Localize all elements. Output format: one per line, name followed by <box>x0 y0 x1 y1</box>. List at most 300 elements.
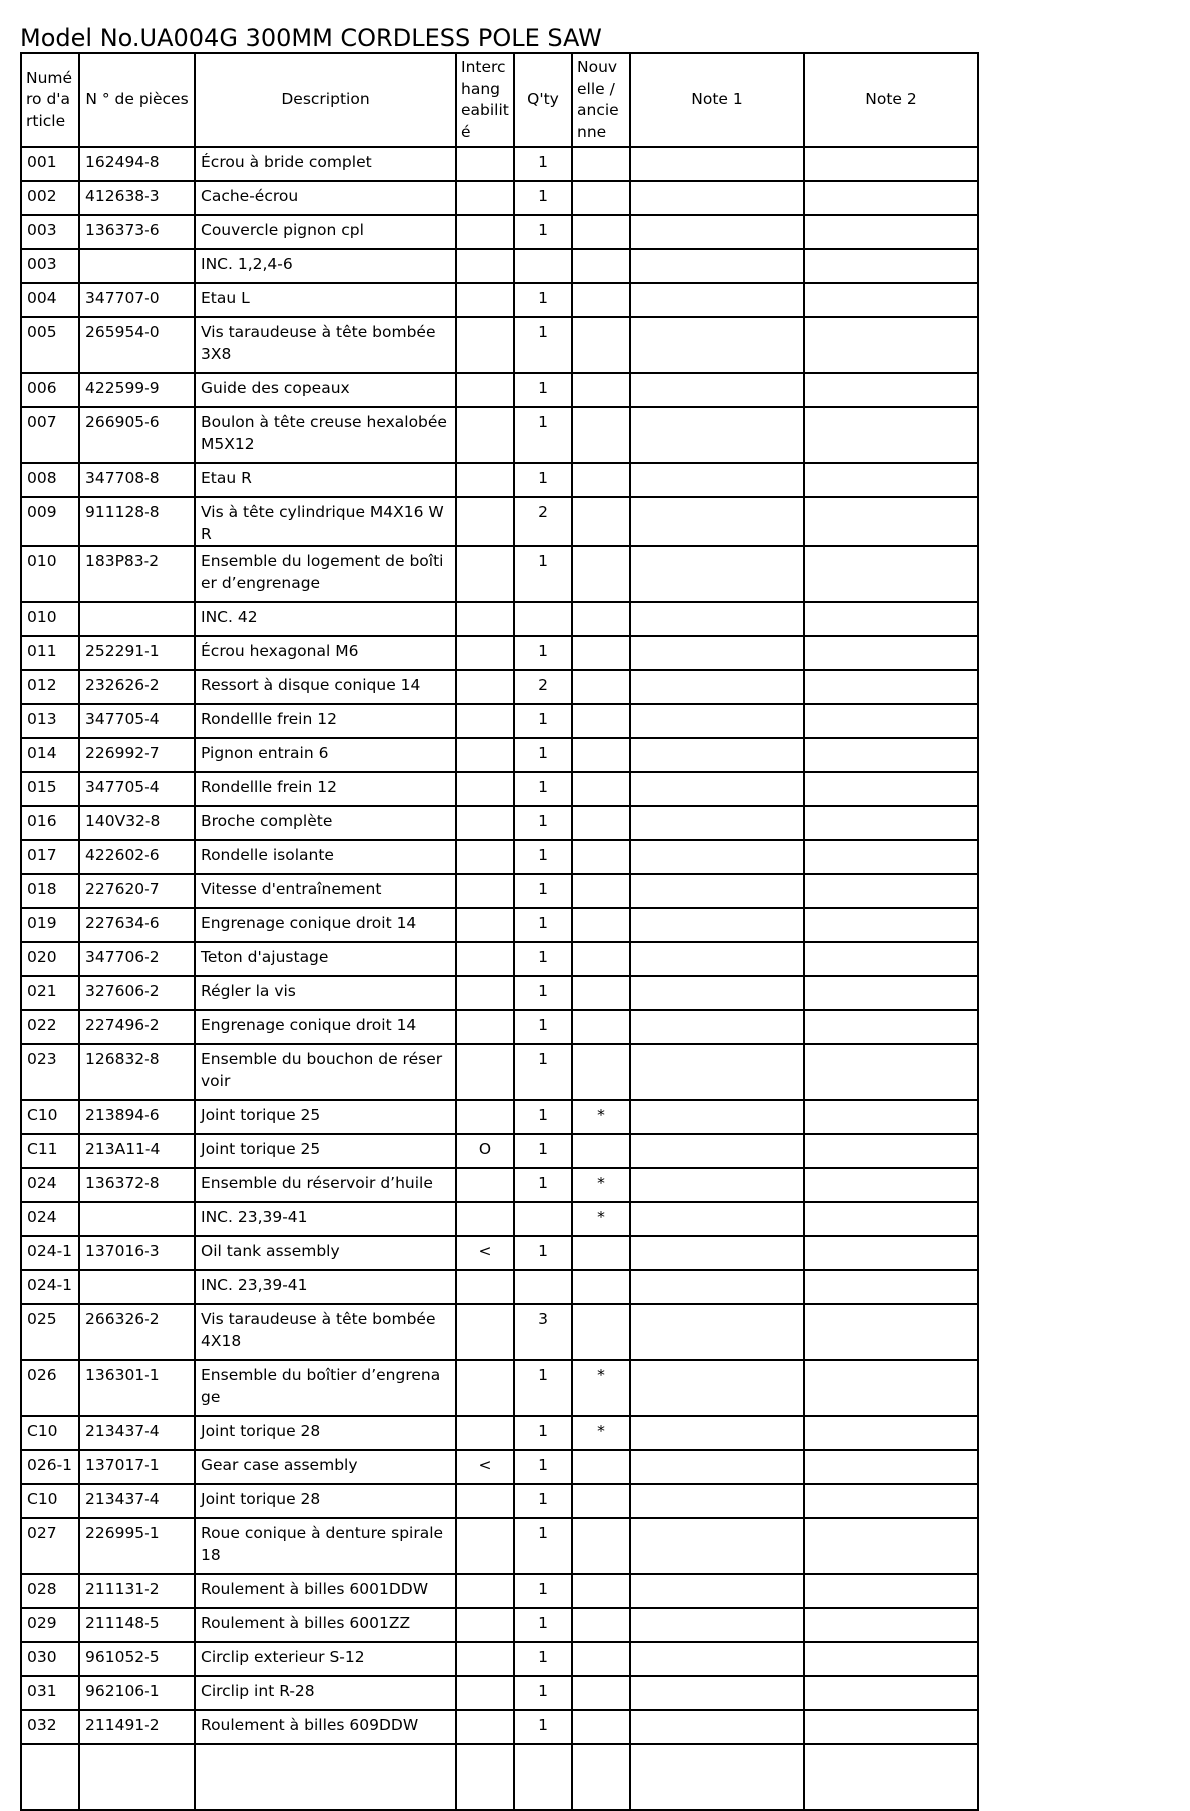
cell-part-number: 266905-6 <box>79 407 195 463</box>
cell-description: Guide des copeaux <box>195 373 456 407</box>
cell-interchangeability <box>456 407 514 463</box>
cell-quantity: 1 <box>514 1608 572 1642</box>
cell-new-old: * <box>572 1416 630 1450</box>
table-row <box>21 1100 978 1134</box>
cell-item-number: 025 <box>21 1304 79 1360</box>
cell-interchangeability <box>456 874 514 908</box>
cell-quantity: 1 <box>514 1574 572 1608</box>
cell-quantity: 1 <box>514 373 572 407</box>
cell-quantity: 1 <box>514 772 572 806</box>
cell-item-number: 014 <box>21 738 79 772</box>
cell-part-number: 422602-6 <box>79 840 195 874</box>
cell-part-number: 265954-0 <box>79 317 195 373</box>
table-row <box>21 670 978 704</box>
cell-item-number: 023 <box>21 1044 79 1100</box>
cell-note-1 <box>630 1574 804 1608</box>
table-row <box>21 806 978 840</box>
table-row <box>21 1574 978 1608</box>
cell-interchangeability <box>456 976 514 1010</box>
cell-note-1 <box>630 1304 804 1360</box>
cell-part-number: 962106-1 <box>79 1676 195 1710</box>
cell-new-old <box>572 147 630 181</box>
cell-part-number <box>79 1202 195 1236</box>
cell-new-old <box>572 1450 630 1484</box>
cell-description: Roue conique à denture spirale 18 <box>195 1518 456 1574</box>
cell-quantity <box>514 1202 572 1236</box>
cell-item-number: 009 <box>21 497 79 546</box>
cell-note-2 <box>804 407 978 463</box>
cell-part-number: 266326-2 <box>79 1304 195 1360</box>
cell-part-number: 226995-1 <box>79 1518 195 1574</box>
cell-part-number: 211131-2 <box>79 1574 195 1608</box>
cell-description: Pignon entrain 6 <box>195 738 456 772</box>
cell-new-old <box>572 1010 630 1044</box>
cell-description: Rondellle frein 12 <box>195 704 456 738</box>
cell-part-number: 227634-6 <box>79 908 195 942</box>
cell-part-number: 347708-8 <box>79 463 195 497</box>
cell-interchangeability <box>456 636 514 670</box>
cell-part-number: 183P83-2 <box>79 546 195 602</box>
cell-interchangeability <box>456 942 514 976</box>
cell-note-1 <box>630 602 804 636</box>
cell-item-number: 026 <box>21 1360 79 1416</box>
cell-item-number: 006 <box>21 373 79 407</box>
cell-new-old <box>572 772 630 806</box>
cell-new-old: * <box>572 1202 630 1236</box>
cell-part-number: 226992-7 <box>79 738 195 772</box>
cell-note-2 <box>804 806 978 840</box>
cell-item-number: 004 <box>21 283 79 317</box>
cell-note-2 <box>804 181 978 215</box>
cell-quantity: 1 <box>514 1134 572 1168</box>
cell-item-number: 001 <box>21 147 79 181</box>
cell-part-number: 137016-3 <box>79 1236 195 1270</box>
cell-part-number: 227620-7 <box>79 874 195 908</box>
cell-quantity: 1 <box>514 407 572 463</box>
cell-part-number: 227496-2 <box>79 1010 195 1044</box>
cell-new-old <box>572 215 630 249</box>
cell-note-2 <box>804 1642 978 1676</box>
cell-interchangeability <box>456 1168 514 1202</box>
cell-description: Etau R <box>195 463 456 497</box>
table-row <box>21 1202 978 1236</box>
column-header-interchangeability: Interchangeabilité <box>456 53 514 147</box>
cell-interchangeability <box>456 602 514 636</box>
cell-part-number: 211148-5 <box>79 1608 195 1642</box>
cell-new-old <box>572 738 630 772</box>
table-row-empty <box>21 1744 978 1810</box>
cell-item-number: 021 <box>21 976 79 1010</box>
cell-interchangeability <box>456 1416 514 1450</box>
cell-description: Vitesse d'entraînement <box>195 874 456 908</box>
cell-quantity: 1 <box>514 215 572 249</box>
cell-interchangeability <box>456 373 514 407</box>
table-row <box>21 1270 978 1304</box>
cell-note-2 <box>804 463 978 497</box>
cell-new-old <box>572 1574 630 1608</box>
cell-note-1 <box>630 704 804 738</box>
empty-cell <box>79 1744 195 1810</box>
table-row <box>21 636 978 670</box>
cell-quantity: 1 <box>514 738 572 772</box>
cell-note-1 <box>630 1100 804 1134</box>
cell-new-old <box>572 874 630 908</box>
cell-note-2 <box>804 738 978 772</box>
cell-quantity: 1 <box>514 1236 572 1270</box>
cell-quantity: 1 <box>514 1676 572 1710</box>
cell-quantity: 1 <box>514 463 572 497</box>
cell-new-old <box>572 1304 630 1360</box>
cell-interchangeability <box>456 1574 514 1608</box>
cell-description: Vis à tête cylindrique M4X16 WR <box>195 497 456 546</box>
cell-item-number: 024-1 <box>21 1236 79 1270</box>
parts-table-container <box>20 52 977 1734</box>
cell-interchangeability <box>456 215 514 249</box>
empty-cell <box>804 1744 978 1810</box>
column-header-part-number: N ° de pièces <box>79 53 195 147</box>
cell-quantity: 3 <box>514 1304 572 1360</box>
table-row <box>21 1236 978 1270</box>
cell-interchangeability <box>456 1304 514 1360</box>
cell-part-number: 961052-5 <box>79 1642 195 1676</box>
cell-item-number: C10 <box>21 1416 79 1450</box>
cell-item-number: 031 <box>21 1676 79 1710</box>
cell-interchangeability: O <box>456 1134 514 1168</box>
cell-note-1 <box>630 1010 804 1044</box>
cell-item-number: 010 <box>21 546 79 602</box>
cell-note-2 <box>804 497 978 546</box>
cell-note-1 <box>630 942 804 976</box>
cell-quantity: 1 <box>514 976 572 1010</box>
cell-part-number: 140V32-8 <box>79 806 195 840</box>
cell-interchangeability <box>456 738 514 772</box>
cell-note-2 <box>804 373 978 407</box>
cell-part-number: 347707-0 <box>79 283 195 317</box>
table-row <box>21 249 978 283</box>
cell-quantity: 1 <box>514 636 572 670</box>
cell-note-2 <box>804 249 978 283</box>
cell-note-2 <box>804 1416 978 1450</box>
cell-quantity: 1 <box>514 1010 572 1044</box>
cell-item-number: 027 <box>21 1518 79 1574</box>
cell-note-2 <box>804 1202 978 1236</box>
cell-quantity: 1 <box>514 1642 572 1676</box>
cell-description: Circlip exterieur S-12 <box>195 1642 456 1676</box>
table-row <box>21 602 978 636</box>
cell-item-number: 003 <box>21 249 79 283</box>
cell-note-1 <box>630 1484 804 1518</box>
cell-note-2 <box>804 874 978 908</box>
cell-interchangeability: < <box>456 1450 514 1484</box>
cell-part-number: 136372-8 <box>79 1168 195 1202</box>
table-row <box>21 1010 978 1044</box>
cell-new-old <box>572 1710 630 1744</box>
cell-part-number <box>79 602 195 636</box>
cell-quantity: 1 <box>514 840 572 874</box>
cell-new-old <box>572 908 630 942</box>
table-row <box>21 407 978 463</box>
empty-cell <box>630 1744 804 1810</box>
cell-note-1 <box>630 636 804 670</box>
table-row <box>21 704 978 738</box>
cell-quantity: 1 <box>514 942 572 976</box>
cell-description: INC. 1,2,4-6 <box>195 249 456 283</box>
cell-item-number: 010 <box>21 602 79 636</box>
cell-note-2 <box>804 1100 978 1134</box>
cell-item-number: 003 <box>21 215 79 249</box>
cell-part-number: 162494-8 <box>79 147 195 181</box>
cell-description: Joint torique 25 <box>195 1134 456 1168</box>
cell-note-1 <box>630 147 804 181</box>
cell-part-number: 252291-1 <box>79 636 195 670</box>
cell-new-old: * <box>572 1360 630 1416</box>
cell-part-number: 412638-3 <box>79 181 195 215</box>
cell-interchangeability <box>456 1710 514 1744</box>
parts-table <box>20 52 979 1811</box>
cell-note-2 <box>804 317 978 373</box>
cell-new-old <box>572 704 630 738</box>
empty-cell <box>21 1744 79 1810</box>
cell-new-old <box>572 181 630 215</box>
cell-part-number: 213437-4 <box>79 1416 195 1450</box>
table-row <box>21 463 978 497</box>
cell-quantity: 1 <box>514 1450 572 1484</box>
cell-note-1 <box>630 738 804 772</box>
cell-part-number: 327606-2 <box>79 976 195 1010</box>
cell-note-1 <box>630 181 804 215</box>
cell-part-number: 126832-8 <box>79 1044 195 1100</box>
cell-description: Cache-écrou <box>195 181 456 215</box>
cell-description: Roulement à billes 609DDW <box>195 1710 456 1744</box>
cell-item-number: 015 <box>21 772 79 806</box>
cell-quantity: 1 <box>514 546 572 602</box>
cell-new-old <box>572 317 630 373</box>
cell-new-old <box>572 1236 630 1270</box>
cell-description: Joint torique 25 <box>195 1100 456 1134</box>
cell-quantity: 1 <box>514 874 572 908</box>
cell-interchangeability <box>456 1484 514 1518</box>
cell-note-2 <box>804 704 978 738</box>
cell-item-number: 020 <box>21 942 79 976</box>
table-row <box>21 283 978 317</box>
cell-description: Ensemble du boîtier d’engrenage <box>195 1360 456 1416</box>
cell-description: Ensemble du bouchon de réservoir <box>195 1044 456 1100</box>
cell-new-old: * <box>572 1168 630 1202</box>
empty-cell <box>456 1744 514 1810</box>
table-row <box>21 497 978 546</box>
cell-note-1 <box>630 1450 804 1484</box>
table-row <box>21 147 978 181</box>
cell-item-number: 028 <box>21 1574 79 1608</box>
cell-interchangeability <box>456 704 514 738</box>
table-row <box>21 772 978 806</box>
cell-note-1 <box>630 283 804 317</box>
cell-description: Rondelle isolante <box>195 840 456 874</box>
cell-item-number: C11 <box>21 1134 79 1168</box>
cell-item-number: 008 <box>21 463 79 497</box>
cell-item-number: C10 <box>21 1484 79 1518</box>
cell-new-old <box>572 1608 630 1642</box>
table-row <box>21 874 978 908</box>
cell-note-2 <box>804 1270 978 1304</box>
empty-cell <box>195 1744 456 1810</box>
cell-item-number: 013 <box>21 704 79 738</box>
cell-item-number: 018 <box>21 874 79 908</box>
cell-part-number: 211491-2 <box>79 1710 195 1744</box>
cell-item-number: 024-1 <box>21 1270 79 1304</box>
cell-item-number: 019 <box>21 908 79 942</box>
cell-description: Régler la vis <box>195 976 456 1010</box>
cell-note-2 <box>804 1010 978 1044</box>
table-row <box>21 1710 978 1744</box>
cell-note-2 <box>804 1484 978 1518</box>
cell-description: Couvercle pignon cpl <box>195 215 456 249</box>
cell-new-old <box>572 407 630 463</box>
cell-note-2 <box>804 772 978 806</box>
cell-item-number: 032 <box>21 1710 79 1744</box>
cell-note-1 <box>630 1202 804 1236</box>
table-row <box>21 181 978 215</box>
cell-description: Broche complète <box>195 806 456 840</box>
cell-description: Rondellle frein 12 <box>195 772 456 806</box>
cell-note-1 <box>630 1236 804 1270</box>
cell-note-2 <box>804 546 978 602</box>
cell-quantity: 1 <box>514 908 572 942</box>
cell-interchangeability <box>456 1518 514 1574</box>
cell-note-2 <box>804 215 978 249</box>
cell-note-2 <box>804 1168 978 1202</box>
table-row <box>21 1518 978 1574</box>
cell-new-old <box>572 249 630 283</box>
cell-note-1 <box>630 215 804 249</box>
table-row <box>21 1642 978 1676</box>
cell-note-1 <box>630 546 804 602</box>
table-row <box>21 1168 978 1202</box>
cell-interchangeability <box>456 1010 514 1044</box>
cell-interchangeability <box>456 1202 514 1236</box>
cell-item-number: 030 <box>21 1642 79 1676</box>
cell-note-2 <box>804 1236 978 1270</box>
table-row <box>21 1676 978 1710</box>
cell-description: Engrenage conique droit 14 <box>195 1010 456 1044</box>
cell-note-2 <box>804 1676 978 1710</box>
cell-note-2 <box>804 670 978 704</box>
cell-interchangeability <box>456 1642 514 1676</box>
cell-note-2 <box>804 1518 978 1574</box>
column-header-item-number: Numéro d'article <box>21 53 79 147</box>
cell-note-2 <box>804 1450 978 1484</box>
cell-description: Oil tank assembly <box>195 1236 456 1270</box>
cell-new-old <box>572 602 630 636</box>
cell-note-1 <box>630 840 804 874</box>
cell-interchangeability <box>456 463 514 497</box>
cell-item-number: 002 <box>21 181 79 215</box>
cell-interchangeability <box>456 1100 514 1134</box>
page-title: Model No.UA004G 300MM CORDLESS POLE SAW <box>20 24 602 52</box>
cell-note-1 <box>630 1608 804 1642</box>
cell-quantity: 1 <box>514 1484 572 1518</box>
table-row <box>21 1608 978 1642</box>
cell-item-number: 017 <box>21 840 79 874</box>
cell-note-2 <box>804 1360 978 1416</box>
cell-quantity: 1 <box>514 181 572 215</box>
cell-quantity: 1 <box>514 283 572 317</box>
cell-item-number: 007 <box>21 407 79 463</box>
cell-interchangeability <box>456 497 514 546</box>
cell-item-number: 005 <box>21 317 79 373</box>
cell-new-old <box>572 283 630 317</box>
cell-interchangeability <box>456 317 514 373</box>
cell-part-number: 347706-2 <box>79 942 195 976</box>
cell-part-number: 213437-4 <box>79 1484 195 1518</box>
cell-note-2 <box>804 1304 978 1360</box>
table-row <box>21 317 978 373</box>
empty-cell <box>572 1744 630 1810</box>
cell-new-old: * <box>572 1100 630 1134</box>
cell-note-2 <box>804 602 978 636</box>
cell-note-1 <box>630 1518 804 1574</box>
cell-quantity: 1 <box>514 1710 572 1744</box>
cell-part-number: 213894-6 <box>79 1100 195 1134</box>
cell-note-1 <box>630 1642 804 1676</box>
cell-item-number: 016 <box>21 806 79 840</box>
cell-new-old <box>572 806 630 840</box>
cell-note-2 <box>804 1574 978 1608</box>
cell-new-old <box>572 497 630 546</box>
cell-note-2 <box>804 1710 978 1744</box>
cell-note-1 <box>630 317 804 373</box>
cell-interchangeability <box>456 1270 514 1304</box>
cell-new-old <box>572 1484 630 1518</box>
cell-new-old <box>572 1044 630 1100</box>
cell-note-1 <box>630 407 804 463</box>
cell-quantity: 1 <box>514 1518 572 1574</box>
table-row <box>21 373 978 407</box>
cell-interchangeability <box>456 181 514 215</box>
cell-note-2 <box>804 636 978 670</box>
cell-note-2 <box>804 1608 978 1642</box>
cell-new-old <box>572 463 630 497</box>
cell-description: Ressort à disque conique 14 <box>195 670 456 704</box>
cell-part-number: 347705-4 <box>79 772 195 806</box>
cell-description: Circlip int R-28 <box>195 1676 456 1710</box>
cell-item-number: 022 <box>21 1010 79 1044</box>
column-header-note-2: Note 2 <box>804 53 978 147</box>
cell-note-2 <box>804 840 978 874</box>
cell-description: Joint torique 28 <box>195 1416 456 1450</box>
cell-part-number: 213A11-4 <box>79 1134 195 1168</box>
cell-quantity: 1 <box>514 1416 572 1450</box>
cell-description: Engrenage conique droit 14 <box>195 908 456 942</box>
cell-note-1 <box>630 908 804 942</box>
cell-note-2 <box>804 1134 978 1168</box>
cell-interchangeability <box>456 806 514 840</box>
cell-new-old <box>572 840 630 874</box>
cell-new-old <box>572 1270 630 1304</box>
column-header-description: Description <box>195 53 456 147</box>
cell-new-old <box>572 373 630 407</box>
cell-description: Vis taraudeuse à tête bombée 4X18 <box>195 1304 456 1360</box>
cell-quantity: 1 <box>514 1100 572 1134</box>
cell-note-1 <box>630 249 804 283</box>
table-row <box>21 1416 978 1450</box>
cell-part-number: 347705-4 <box>79 704 195 738</box>
cell-interchangeability <box>456 670 514 704</box>
cell-description: Écrou à bride complet <box>195 147 456 181</box>
table-body <box>21 147 978 1810</box>
cell-note-1 <box>630 497 804 546</box>
cell-interchangeability <box>456 147 514 181</box>
